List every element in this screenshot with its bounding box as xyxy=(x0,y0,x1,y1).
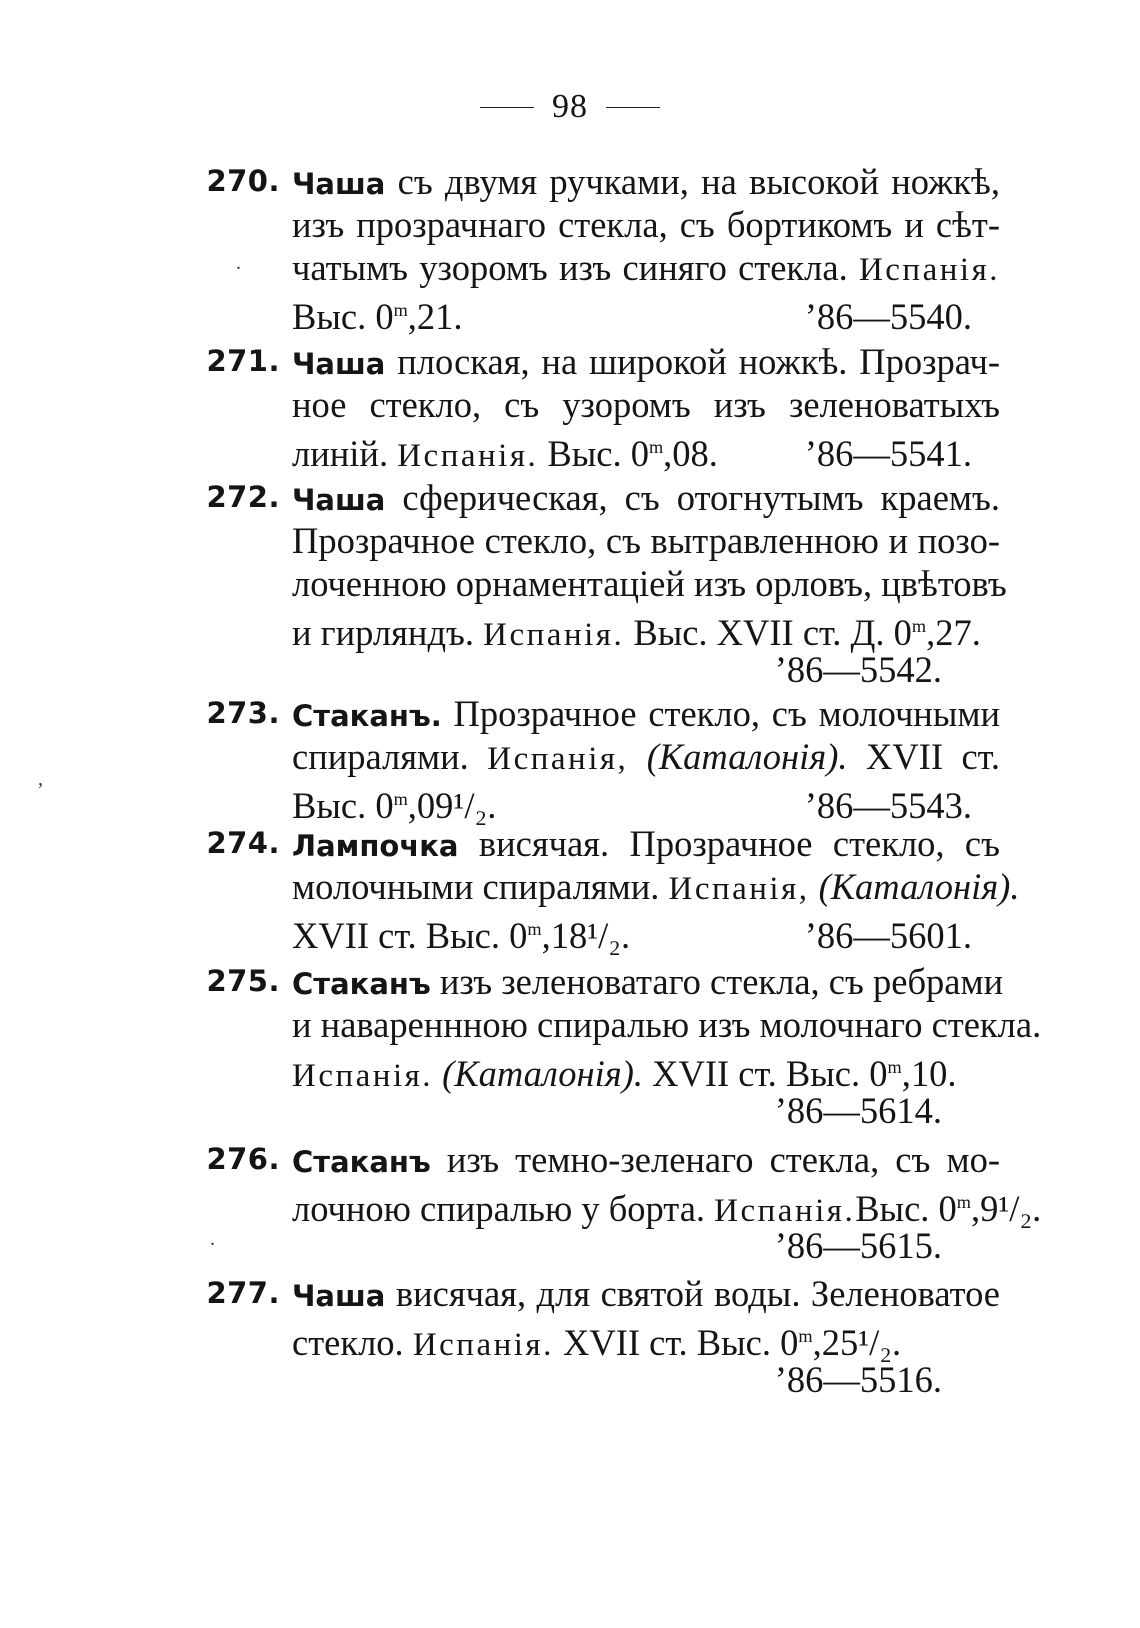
item-name: Чаша xyxy=(292,347,386,381)
description-text: XVII ст. xyxy=(847,736,1000,777)
inventory-number: ’86—5541. xyxy=(804,433,972,475)
print-speck: . xyxy=(236,252,241,274)
dimension-value: ,08. xyxy=(663,433,718,475)
entry-body xyxy=(292,960,1042,1132)
dimension-value: ,27. xyxy=(926,612,981,654)
dimension-value: ,9¹/₂. xyxy=(970,1188,1042,1230)
item-name: Чаша xyxy=(292,1279,386,1313)
origin-country: Испанія. xyxy=(412,1327,554,1364)
entry-body xyxy=(292,822,1020,957)
print-speck: , xyxy=(38,768,43,790)
entry-body xyxy=(292,1138,1042,1267)
description-text: ное стекло, съ узоромъ изъ зеленоватыхъ xyxy=(292,384,1000,425)
description-text: Выс. 0 xyxy=(538,433,649,475)
entry-line-split xyxy=(292,778,972,827)
unit-superscript: m xyxy=(393,300,408,320)
entry-number: 274. xyxy=(206,826,280,860)
inventory-number: ’86—5542. xyxy=(774,649,942,690)
description-text: сферическая, съ отогнутымъ краемъ. xyxy=(385,477,1000,518)
entry-line xyxy=(292,822,1000,865)
origin-country: Испанія, xyxy=(668,871,810,907)
entry-body xyxy=(292,692,1000,827)
entry-number: 271. xyxy=(206,344,280,378)
entry-line xyxy=(292,960,1004,1003)
entry-body xyxy=(292,340,1000,475)
item-name: Чаша xyxy=(292,483,386,517)
entry-line xyxy=(292,778,1000,827)
inventory-number: ’86—5615. xyxy=(774,1225,942,1266)
entry-line xyxy=(292,692,1000,735)
entry-line xyxy=(292,865,1020,908)
unit-superscript: m xyxy=(527,919,542,939)
item-name: Чаша xyxy=(292,167,386,201)
unit-superscript: m xyxy=(956,1192,971,1212)
description-text: Выс. 0 xyxy=(855,1188,957,1230)
description-text: плоская, на широкой ножкѣ. Прозрач- xyxy=(385,341,1000,382)
entry-body xyxy=(292,476,1007,691)
description-text: XVII ст. Выс. 0 xyxy=(553,1322,799,1364)
inventory-number: ’86—5614. xyxy=(774,1090,942,1131)
entry-line xyxy=(292,340,1000,383)
entry-body xyxy=(292,160,1000,338)
origin-region: (Каталонія). xyxy=(433,1053,643,1095)
item-name: Стаканъ. xyxy=(292,699,442,733)
entry-line-text xyxy=(292,778,496,827)
entry-line-text xyxy=(292,426,718,478)
entry-line xyxy=(292,1272,1000,1315)
entry-line-text xyxy=(292,908,630,957)
description-text: висячая. Прозрачное стекло, съ xyxy=(458,823,1000,864)
header-right-rule xyxy=(606,107,660,108)
description-text: Выс. XVII ст. Д. 0 xyxy=(624,612,912,654)
origin-country: Испанія, xyxy=(487,741,629,777)
entry-line xyxy=(292,246,1000,289)
entry-line xyxy=(292,1181,1042,1230)
description-text: висячая, для святой воды. Зеленоватое xyxy=(385,1273,1000,1314)
origin-country: Испанія. xyxy=(292,1058,434,1095)
description-text: изъ темно-зеленаго стекла, съ мо- xyxy=(430,1139,1000,1180)
dimension-value: ,10. xyxy=(901,1053,957,1095)
entry-line-split xyxy=(292,289,972,338)
entry-body xyxy=(292,1272,1000,1401)
unit-superscript: m xyxy=(798,1326,813,1346)
description-text: Прозрачное стекло, съ вытравленною и позо- xyxy=(292,520,1000,561)
entry-line-split xyxy=(292,908,972,957)
item-name: Стаканъ xyxy=(292,1145,431,1179)
entry-line xyxy=(292,426,1000,475)
dimension-value: ,09¹/₂. xyxy=(407,785,497,827)
entry-line xyxy=(292,289,1000,338)
entry-line xyxy=(292,562,1007,605)
description-text: спиралями. xyxy=(292,736,488,777)
description-text: линій. xyxy=(292,433,398,475)
inventory-number: ’86—5601. xyxy=(804,915,972,957)
origin-country: Испанія. xyxy=(483,617,625,654)
description-text: XVII ст. Выс. 0 xyxy=(642,1053,888,1095)
description-text: Выс. 0 xyxy=(292,296,394,338)
origin-region: (Каталонія). xyxy=(809,866,1020,907)
entry-line xyxy=(292,1003,1042,1046)
page-header xyxy=(0,88,1140,126)
origin-country: Испанія. xyxy=(397,438,539,475)
entry-line xyxy=(292,1224,1000,1267)
entry-number: 275. xyxy=(206,964,280,998)
description-text: изъ зеленоватаго стекла, съ ребрами xyxy=(430,961,1004,1002)
description-text: XVII ст. Выс. 0 xyxy=(292,915,528,957)
unit-superscript: m xyxy=(887,1057,902,1077)
entry-line xyxy=(292,735,1000,778)
entry-line xyxy=(292,605,1000,654)
entry-line xyxy=(292,383,1000,426)
description-text: Выс. 0 xyxy=(292,785,394,827)
entry-line xyxy=(292,160,1000,203)
description-text: молочными спиралями. xyxy=(292,866,669,907)
dimension-value: ,18¹/₂. xyxy=(541,915,631,957)
description-text: чатымъ узоромъ изъ синяго стекла. xyxy=(292,247,859,288)
unit-superscript: m xyxy=(393,789,408,809)
origin-country: Испанія. xyxy=(858,252,1000,288)
entry-line xyxy=(292,1138,1000,1181)
description-text: изъ прозрачнаго стекла, съ бортикомъ и сѣт- xyxy=(292,204,1000,245)
inventory-number: ’86—5516. xyxy=(774,1359,942,1400)
entry-line xyxy=(292,1046,1000,1095)
entry-line xyxy=(292,648,1000,691)
entry-line-text xyxy=(292,289,463,338)
description-text: лочною спиралью у борта. xyxy=(292,1188,715,1230)
item-name: Лампочка xyxy=(292,829,459,863)
entry-number: 270. xyxy=(206,164,280,198)
description-text: Прозрачное стекло, съ молочными xyxy=(441,693,1000,734)
entry-line-split xyxy=(292,426,972,478)
origin-country: Испанія. xyxy=(714,1193,856,1230)
description-text: стекло. xyxy=(292,1322,413,1364)
entry-line xyxy=(292,1315,1000,1364)
entry-line xyxy=(292,203,1000,246)
inventory-number: ’86—5540. xyxy=(804,296,972,338)
entry-line xyxy=(292,1089,1000,1132)
item-name: Стаканъ xyxy=(292,967,431,1001)
dimension-value: ,21. xyxy=(407,296,463,338)
dimension-value: ,25¹/₂. xyxy=(812,1322,902,1364)
description-text: лоченною орнаментаціей изъ орловъ, цвѣтовъ xyxy=(292,563,1007,604)
entry-line xyxy=(292,908,1000,957)
entry-line xyxy=(292,519,1000,562)
inventory-number: ’86—5543. xyxy=(804,785,972,827)
entry-number: 272. xyxy=(206,480,280,514)
page-number: 98 xyxy=(552,88,588,125)
entry-number: 277. xyxy=(206,1276,280,1310)
print-speck: . xyxy=(210,1228,215,1250)
header-left-rule xyxy=(480,107,534,108)
unit-superscript: m xyxy=(648,437,664,457)
description-text: и навареннною спиралью изъ молочнаго стекла. xyxy=(292,1004,1042,1045)
description-text: съ двумя ручками, на высокой ножкѣ, xyxy=(385,161,1000,202)
entry-line xyxy=(292,1358,1000,1401)
entry-number: 273. xyxy=(206,696,280,730)
entry-number: 276. xyxy=(206,1142,280,1176)
description-text: и гирляндъ. xyxy=(292,612,484,654)
entry-line xyxy=(292,476,1000,519)
unit-superscript: m xyxy=(911,616,927,636)
origin-region: (Каталонія). xyxy=(628,736,848,777)
